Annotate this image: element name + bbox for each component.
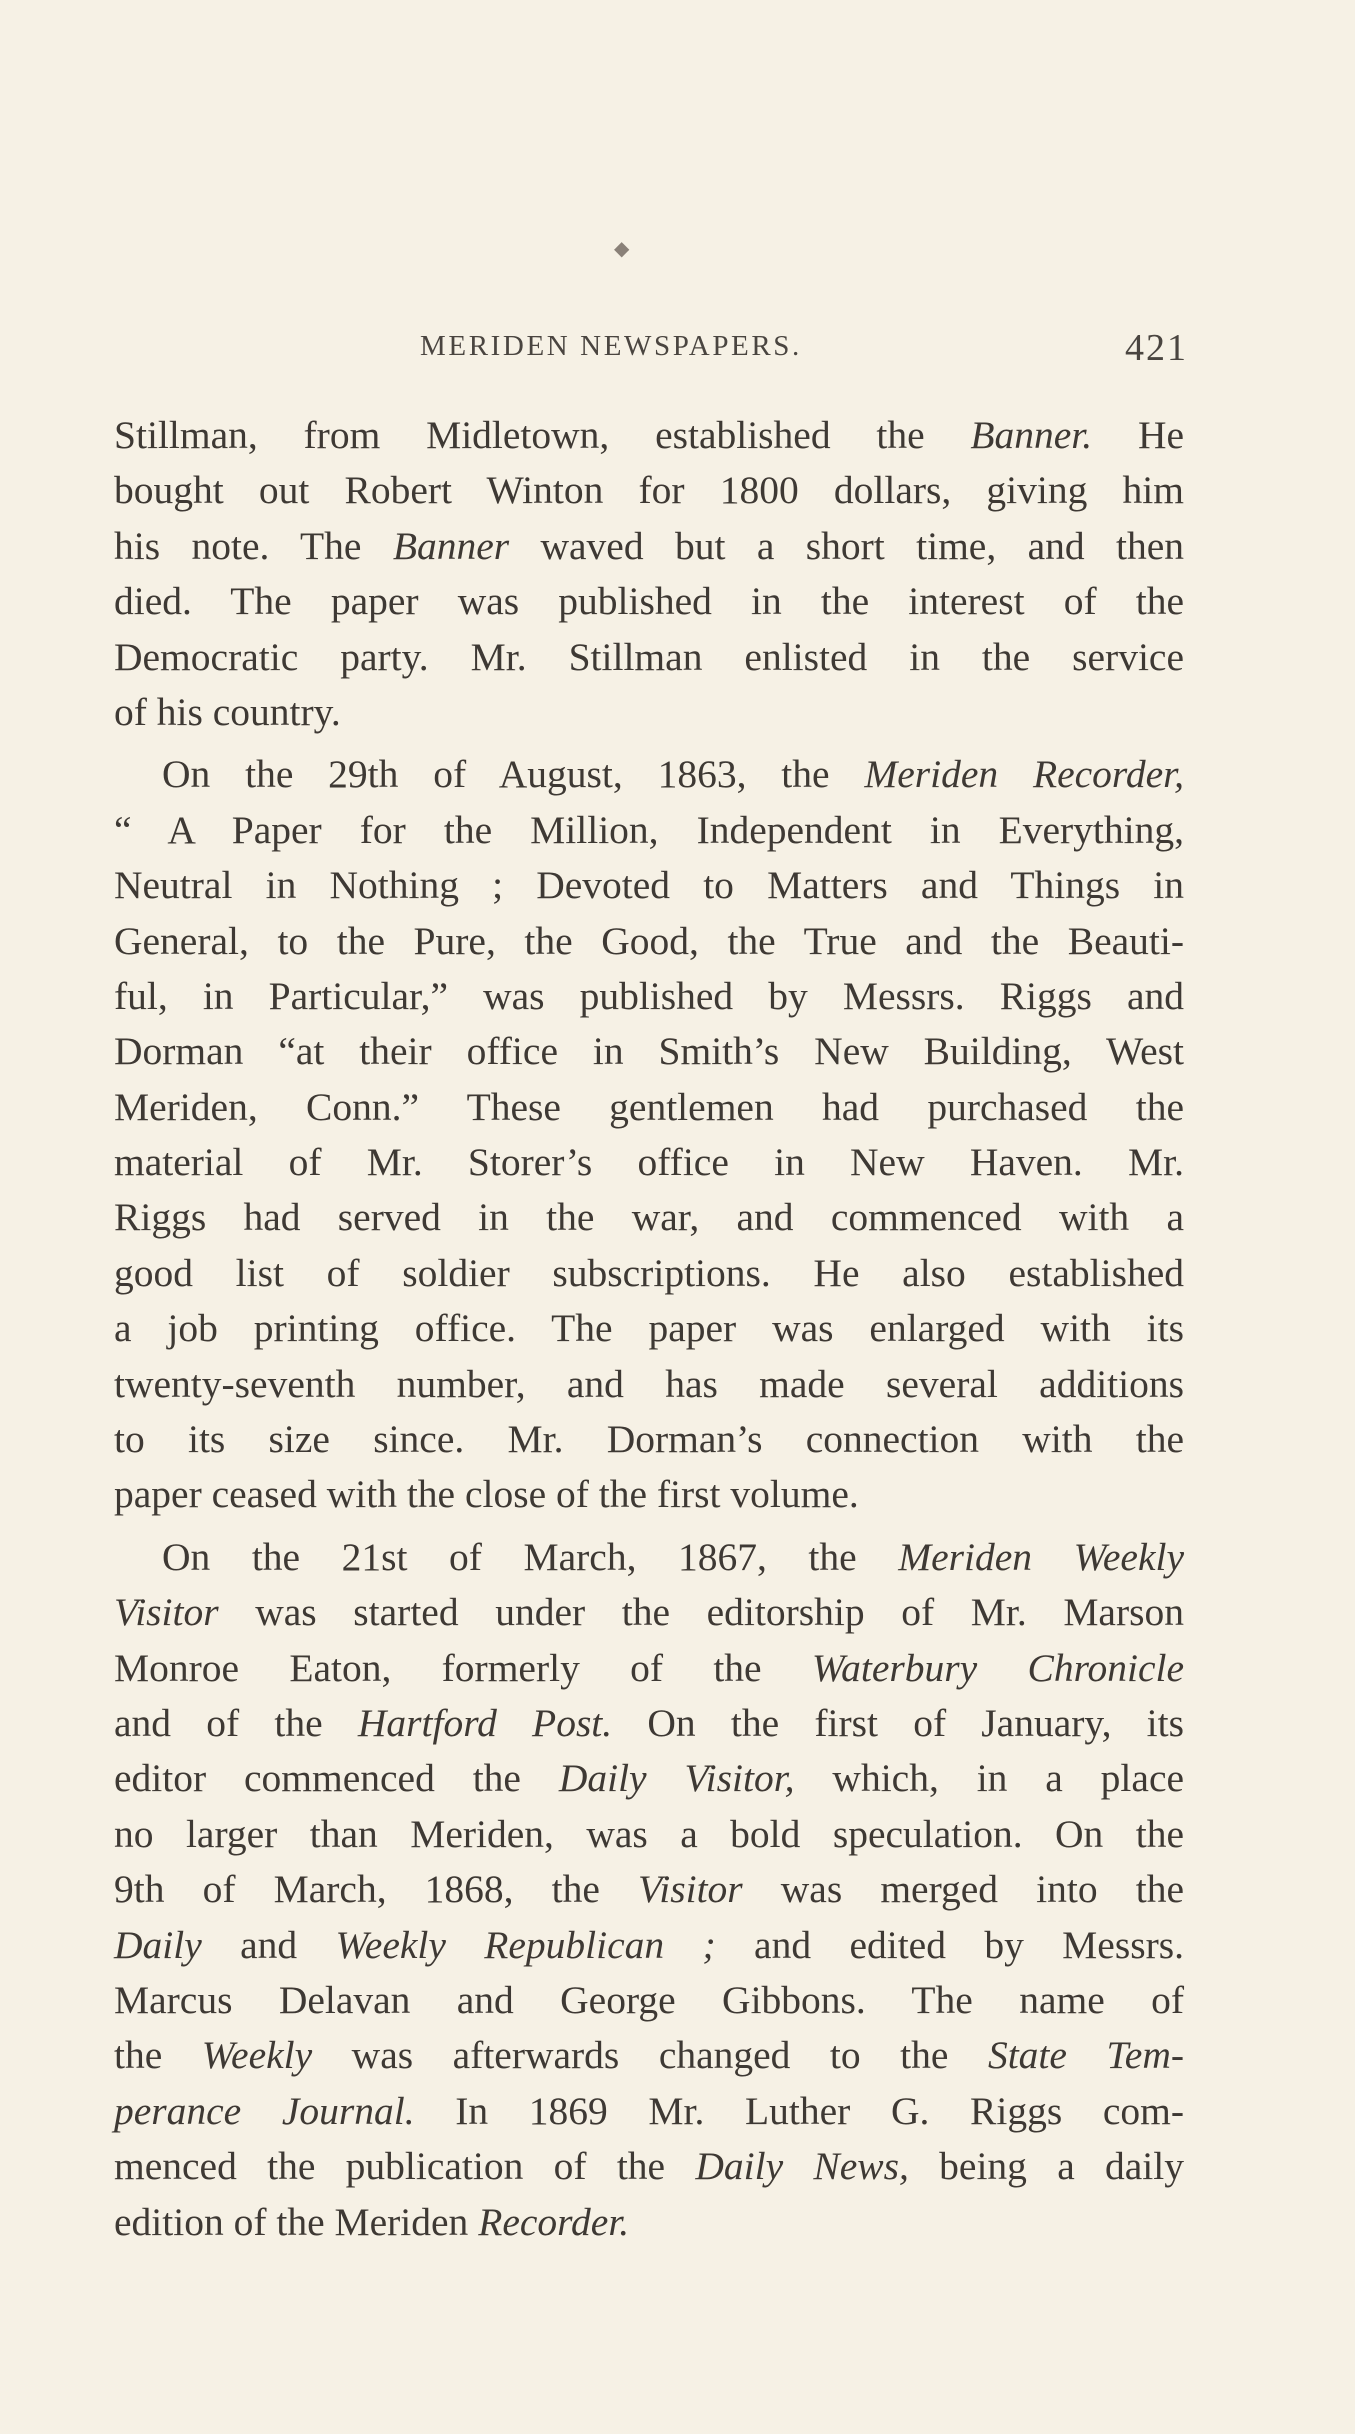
text-run: and of the — [114, 1700, 358, 1745]
text-run: Dorman “at their office in Smith’s New Building, West — [114, 1029, 1184, 1074]
text-line — [114, 1807, 1184, 1862]
text-line — [114, 1467, 1184, 1522]
text-run: Meriden, Conn.” These gentlemen had purchased the — [114, 1084, 1184, 1129]
italic-title: Daily News, — [695, 2144, 909, 2189]
text-line — [114, 1412, 1184, 1467]
text-line — [114, 574, 1184, 629]
text-run: was started under the editorship of Mr. Marson — [218, 1590, 1184, 1635]
text-line — [114, 630, 1184, 685]
text-run: Riggs had served in the war, and commenced with a — [114, 1195, 1184, 1240]
text-run: and edited by Messrs. — [715, 1922, 1184, 1967]
text-run: On the 21st of March, 1867, the — [162, 1534, 899, 1579]
text-run: being a daily — [908, 2144, 1184, 2189]
italic-title: Recorder. — [478, 2199, 630, 2244]
text-line — [114, 2139, 1184, 2194]
paragraph-gap — [114, 740, 1184, 747]
text-run: In 1869 Mr. Luther G. Riggs com- — [414, 2088, 1184, 2133]
paragraph — [114, 747, 1184, 1522]
italic-title: Banner. — [970, 413, 1093, 457]
italic-title: perance Journal. — [114, 2088, 415, 2133]
paragraph-gap — [114, 1523, 1184, 1530]
text-line — [114, 914, 1184, 969]
text-run: his note. The — [114, 523, 393, 568]
text-line — [114, 1641, 1184, 1696]
text-run: died. The paper was published in the interest of the — [114, 579, 1184, 624]
text-line — [114, 685, 1184, 740]
text-run: Neutral in Nothing ; Devoted to Matters and Things in — [114, 863, 1184, 908]
text-line — [114, 1918, 1184, 1973]
text-line — [114, 408, 1184, 463]
text-line — [114, 2195, 1184, 2250]
text-line — [114, 1973, 1184, 2028]
italic-title: Weekly — [201, 2033, 313, 2078]
italic-title: Weekly Republican ; — [335, 1922, 716, 1967]
text-line — [114, 463, 1184, 518]
running-head — [420, 327, 1200, 380]
text-line — [114, 519, 1184, 574]
text-run: the — [114, 2033, 202, 2078]
italic-title: Waterbury Chronicle — [811, 1645, 1185, 1690]
italic-title: Daily — [114, 1922, 202, 1967]
text-run: was merged into the — [742, 1867, 1184, 1912]
italic-title: Banner — [392, 523, 510, 568]
text-run: edition of the Meriden — [114, 2199, 479, 2244]
text-line — [114, 747, 1184, 802]
text-run: ful, in Particular,” was published by Messrs. Riggs and — [114, 973, 1184, 1018]
italic-title: Visitor — [114, 1590, 219, 1635]
italic-title: Meriden Recorder, — [864, 752, 1184, 797]
text-line — [114, 1246, 1184, 1301]
text-line — [114, 969, 1184, 1024]
text-run: material of Mr. Storer’s office in New Haven. Mr. — [114, 1140, 1184, 1185]
text-run: twenty-seventh number, and has made several additions — [114, 1361, 1184, 1406]
text-line — [114, 803, 1184, 858]
body-text — [114, 408, 1184, 2250]
text-line — [114, 1357, 1184, 1412]
paragraph — [114, 408, 1184, 740]
text-line — [114, 1080, 1184, 1135]
text-line — [114, 1190, 1184, 1245]
italic-title: Meriden Weekly — [898, 1534, 1184, 1579]
text-line — [114, 1530, 1184, 1585]
text-run: was afterwards changed to the — [312, 2033, 988, 2078]
text-run: a job printing office. The paper was enlarged with its — [114, 1306, 1184, 1351]
text-run: waved but a short time, and then — [509, 523, 1184, 568]
text-run: He — [1092, 413, 1185, 457]
italic-title: State Tem- — [987, 2033, 1185, 2078]
ink-speck: ◆ — [614, 236, 630, 260]
text-run: of his country. — [114, 689, 341, 734]
text-run: On the first of January, its — [612, 1700, 1184, 1745]
text-line — [114, 1696, 1184, 1751]
text-line — [114, 1301, 1184, 1356]
page-number: 421 — [1125, 327, 1188, 369]
text-run: Monroe Eaton, formerly of the — [114, 1645, 812, 1690]
text-line — [114, 2028, 1184, 2083]
text-run: Stillman, from Midletown, established the — [114, 413, 971, 457]
italic-title: Daily Visitor, — [558, 1756, 795, 1801]
text-run: no larger than Meriden, was a bold speculation. On the — [114, 1811, 1184, 1856]
text-line — [114, 1024, 1184, 1079]
text-run: to its size since. Mr. Dorman’s connection with the — [114, 1417, 1184, 1462]
running-title: MERIDEN NEWSPAPERS. — [420, 330, 802, 362]
text-line — [114, 1751, 1184, 1806]
text-run: menced the publication of the — [114, 2144, 696, 2189]
text-run: “ A Paper for the Million, Independent in Everything, — [114, 807, 1184, 852]
text-line — [114, 1585, 1184, 1640]
text-run: which, in a place — [794, 1756, 1185, 1801]
text-line — [114, 2084, 1184, 2139]
text-run: Democratic party. Mr. Stillman enlisted in the service — [114, 634, 1184, 679]
paragraph — [114, 1530, 1184, 2250]
text-line — [114, 858, 1184, 913]
text-run: editor commenced the — [114, 1756, 559, 1801]
text-run: On the 29th of August, 1863, the — [162, 752, 865, 797]
text-run: Marcus Delavan and George Gibbons. The name of — [114, 1977, 1184, 2022]
text-line — [114, 1135, 1184, 1190]
text-run: paper ceased with the close of the first volume. — [114, 1472, 859, 1517]
italic-title: Hartford Post. — [357, 1700, 613, 1745]
text-run: General, to the Pure, the Good, the True and the Beauti- — [114, 918, 1184, 963]
text-run: and — [201, 1922, 336, 1967]
text-run: bought out Robert Winton for 1800 dollars, giving him — [114, 468, 1184, 513]
italic-title: Visitor — [638, 1867, 743, 1912]
text-line — [114, 1862, 1184, 1917]
text-run: good list of soldier subscriptions. He also established — [114, 1250, 1184, 1295]
text-run: 9th of March, 1868, the — [114, 1867, 639, 1912]
